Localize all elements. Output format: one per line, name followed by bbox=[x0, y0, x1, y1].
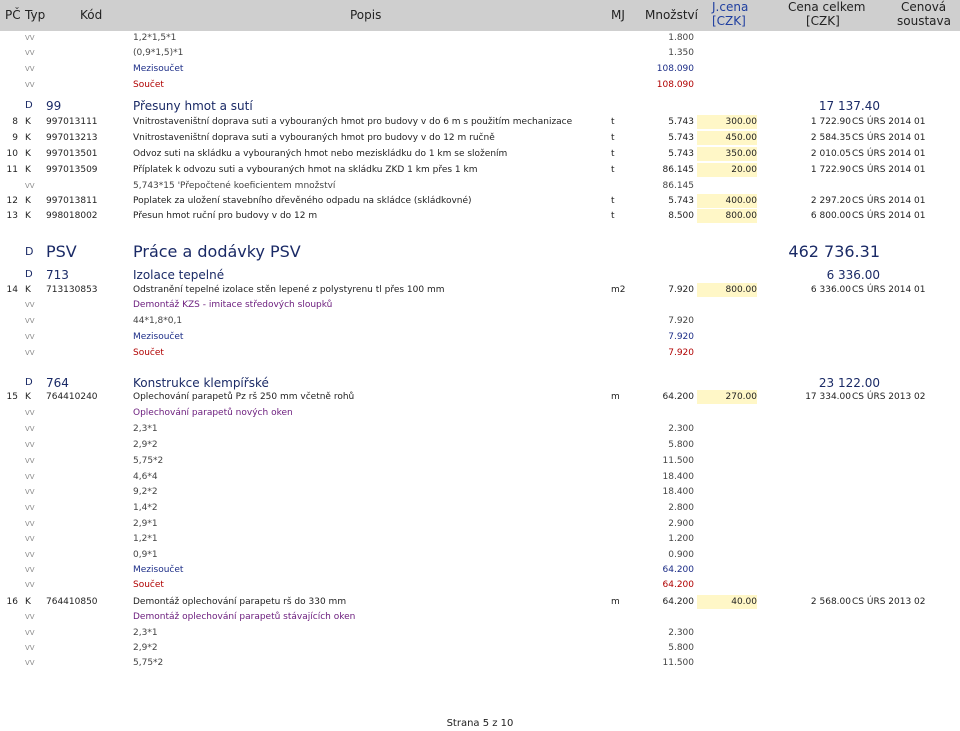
price-system: CS ÚRS 2014 01 bbox=[852, 196, 926, 206]
col-header-jcena: J.cena bbox=[712, 0, 749, 14]
measurement-row bbox=[0, 641, 960, 655]
item-description: Odvoz suti na skládku a vybouraných hmot nebo meziskládku do 1 km se složením bbox=[133, 149, 508, 159]
unit: t bbox=[611, 149, 615, 159]
unit: t bbox=[611, 196, 615, 206]
row-number: 8 bbox=[12, 117, 18, 127]
col-header-typ: Typ bbox=[25, 8, 46, 22]
unit: t bbox=[611, 211, 615, 221]
item-code: 998018002 bbox=[46, 211, 98, 221]
measurement-row bbox=[0, 46, 960, 60]
row-number: 16 bbox=[6, 597, 18, 607]
unit-price: 40.00 bbox=[697, 595, 757, 609]
measurement-text: 5,75*2 bbox=[133, 456, 164, 466]
item-code: 997013501 bbox=[46, 149, 98, 159]
measurement-text: 2,3*1 bbox=[133, 628, 158, 638]
row-type: VV bbox=[25, 551, 35, 559]
section-title: Konstrukce klempířské bbox=[133, 376, 269, 390]
measurement-row bbox=[0, 406, 960, 420]
item-description: Oplechování parapetů Pz rš 250 mm včetně rohů bbox=[133, 392, 355, 402]
item-description: Odstranění tepelné izolace stěn lepené z polystyrenu tl přes 100 mm bbox=[133, 285, 445, 295]
table-row bbox=[0, 115, 960, 129]
row-type: D bbox=[25, 269, 33, 280]
price-system: CS ÚRS 2013 02 bbox=[852, 392, 926, 402]
row-number: 10 bbox=[6, 149, 18, 159]
row-type: VV bbox=[25, 473, 35, 481]
measurement-row bbox=[0, 485, 960, 499]
total-price: 6 800.00 bbox=[810, 211, 851, 221]
row-type: K bbox=[25, 285, 31, 295]
measurement-value: 2.300 bbox=[668, 628, 694, 638]
col-header-soustava-2: soustava bbox=[897, 14, 951, 28]
row-type: VV bbox=[25, 409, 35, 417]
measurement-text: Mezisoučet bbox=[133, 64, 184, 74]
unit-price: 270.00 bbox=[697, 390, 757, 404]
quantity: 7.920 bbox=[668, 285, 694, 295]
measurement-text: 4,6*4 bbox=[133, 472, 158, 482]
measurement-value: 18.400 bbox=[662, 487, 694, 497]
table-row bbox=[0, 147, 960, 161]
row-type: VV bbox=[25, 629, 35, 637]
measurement-text: Oplechování parapetů nových oken bbox=[133, 408, 293, 418]
item-description: Příplatek k odvozu suti a vybouraných hmot na skládku ZKD 1 km přes 1 km bbox=[133, 165, 478, 175]
measurement-value: 1.350 bbox=[668, 48, 694, 58]
col-header-soustava: Cenová bbox=[901, 0, 947, 14]
total-price: 2 568.00 bbox=[810, 597, 851, 607]
total-price: 6 336.00 bbox=[810, 285, 851, 295]
measurement-text: Součet bbox=[133, 580, 164, 590]
measurement-text: 9,2*2 bbox=[133, 487, 158, 497]
measurement-value: 7.920 bbox=[668, 332, 694, 342]
measurement-text: Součet bbox=[133, 348, 164, 358]
measurement-value: 5.800 bbox=[668, 440, 694, 450]
price-system: CS ÚRS 2014 01 bbox=[852, 165, 926, 175]
row-type: K bbox=[25, 165, 31, 175]
measurement-text: 1,2*1 bbox=[133, 534, 158, 544]
unit: m bbox=[611, 597, 620, 607]
item-code: 713130853 bbox=[46, 285, 98, 295]
section-row bbox=[0, 241, 960, 263]
measurement-text: (0,9*1,5)*1 bbox=[133, 48, 184, 58]
total-price: 2 297.20 bbox=[810, 196, 851, 206]
unit-price: 20.00 bbox=[697, 163, 757, 177]
total-price: 1 722.90 bbox=[810, 165, 851, 175]
section-code: 764 bbox=[46, 376, 69, 390]
measurement-row bbox=[0, 626, 960, 640]
col-header-pc: PČ bbox=[5, 8, 21, 22]
row-type: K bbox=[25, 149, 31, 159]
measurement-text: 0,9*1 bbox=[133, 550, 158, 560]
total-price: 2 010.05 bbox=[810, 149, 851, 159]
measurement-text: 2,3*1 bbox=[133, 424, 158, 434]
col-header-kod: Kód bbox=[80, 8, 103, 22]
row-type: K bbox=[25, 117, 31, 127]
measurement-value: 5.800 bbox=[668, 643, 694, 653]
table-row bbox=[0, 194, 960, 208]
quantity: 64.200 bbox=[662, 392, 694, 402]
measurement-value: 11.500 bbox=[662, 658, 694, 668]
col-header-celkem-unit: [CZK] bbox=[806, 14, 840, 28]
measurement-row bbox=[0, 179, 960, 193]
col-header-celkem: Cena celkem bbox=[788, 0, 866, 14]
table-row bbox=[0, 209, 960, 223]
measurement-row bbox=[0, 470, 960, 484]
quantity: 5.743 bbox=[668, 133, 694, 143]
unit: m bbox=[611, 392, 620, 402]
unit-price: 300.00 bbox=[697, 115, 757, 129]
measurement-value: 11.500 bbox=[662, 456, 694, 466]
item-code: 997013213 bbox=[46, 133, 98, 143]
measurement-row bbox=[0, 517, 960, 531]
measurement-row bbox=[0, 346, 960, 360]
measurement-row bbox=[0, 298, 960, 312]
price-system: CS ÚRS 2014 01 bbox=[852, 285, 926, 295]
section-row bbox=[0, 266, 960, 284]
item-description: Demontáž oplechování parapetu rš do 330 mm bbox=[133, 597, 347, 607]
measurement-value: 7.920 bbox=[668, 316, 694, 326]
measurement-row bbox=[0, 78, 960, 92]
section-total: 6 336.00 bbox=[826, 268, 880, 282]
measurement-value: 64.200 bbox=[662, 580, 694, 590]
page-number: Strana 5 z 10 bbox=[446, 718, 514, 729]
row-number: 13 bbox=[6, 211, 18, 221]
row-type: VV bbox=[25, 425, 35, 433]
measurement-row bbox=[0, 330, 960, 344]
row-type: VV bbox=[25, 581, 35, 589]
price-system: CS ÚRS 2014 01 bbox=[852, 117, 926, 127]
unit-price: 800.00 bbox=[697, 209, 757, 223]
table-row bbox=[0, 390, 960, 404]
item-code: 764410850 bbox=[46, 597, 98, 607]
measurement-value: 64.200 bbox=[662, 565, 694, 575]
row-type: D bbox=[25, 377, 33, 388]
row-type: VV bbox=[25, 34, 35, 42]
total-price: 17 334.00 bbox=[805, 392, 851, 402]
row-type: K bbox=[25, 133, 31, 143]
measurement-text: Součet bbox=[133, 80, 164, 90]
unit: t bbox=[611, 165, 615, 175]
measurement-value: 0.900 bbox=[668, 550, 694, 560]
item-description: Přesun hmot ruční pro budovy v do 12 m bbox=[133, 211, 318, 221]
unit: t bbox=[611, 133, 615, 143]
item-code: 997013111 bbox=[46, 117, 98, 127]
unit-price: 400.00 bbox=[697, 194, 757, 208]
row-number: 14 bbox=[6, 285, 18, 295]
measurement-row bbox=[0, 501, 960, 515]
row-type: VV bbox=[25, 301, 35, 309]
measurement-row bbox=[0, 454, 960, 468]
measurement-row bbox=[0, 610, 960, 624]
measurement-row bbox=[0, 31, 960, 45]
measurement-text: Demontáž oplechování parapetů stávajících oken bbox=[133, 612, 356, 622]
measurement-row bbox=[0, 656, 960, 670]
table-row bbox=[0, 163, 960, 177]
quantity: 8.500 bbox=[668, 211, 694, 221]
measurement-value: 108.090 bbox=[656, 64, 694, 74]
section-total: 462 736.31 bbox=[788, 242, 880, 261]
measurement-row bbox=[0, 532, 960, 546]
price-system: CS ÚRS 2014 01 bbox=[852, 133, 926, 143]
row-type: K bbox=[25, 392, 31, 402]
measurement-row bbox=[0, 422, 960, 436]
measurement-value: 2.800 bbox=[668, 503, 694, 513]
unit-price: 800.00 bbox=[697, 283, 757, 297]
measurement-text: 2,9*1 bbox=[133, 519, 158, 529]
row-number: 11 bbox=[6, 165, 18, 175]
section-total: 17 137.40 bbox=[818, 99, 880, 113]
unit: t bbox=[611, 117, 615, 127]
row-type: VV bbox=[25, 333, 35, 341]
section-title: Práce a dodávky PSV bbox=[133, 242, 301, 261]
row-type: VV bbox=[25, 504, 35, 512]
total-price: 2 584.35 bbox=[810, 133, 851, 143]
row-type: D bbox=[25, 245, 34, 258]
table-row bbox=[0, 131, 960, 145]
quantity: 64.200 bbox=[662, 597, 694, 607]
price-system: CS ÚRS 2014 01 bbox=[852, 211, 926, 221]
measurement-text: 1,2*1,5*1 bbox=[133, 33, 177, 43]
item-code: 997013811 bbox=[46, 196, 98, 206]
col-header-mnozstvi: Množství bbox=[645, 8, 698, 22]
item-description: Vnitrostaveništní doprava suti a vybouraných hmot pro budovy v do 6 m s použitím mechanizace bbox=[133, 117, 573, 127]
row-type: VV bbox=[25, 488, 35, 496]
row-type: K bbox=[25, 196, 31, 206]
unit-price: 350.00 bbox=[697, 147, 757, 161]
section-code: 99 bbox=[46, 99, 62, 113]
row-number: 12 bbox=[6, 196, 18, 206]
measurement-row bbox=[0, 548, 960, 562]
measurement-value: 108.090 bbox=[656, 80, 694, 90]
row-type: VV bbox=[25, 81, 35, 89]
price-system: CS ÚRS 2014 01 bbox=[852, 149, 926, 159]
measurement-row bbox=[0, 563, 960, 577]
measurement-text: Mezisoučet bbox=[133, 332, 184, 342]
measurement-value: 1.200 bbox=[668, 534, 694, 544]
measurement-row bbox=[0, 62, 960, 76]
row-type: VV bbox=[25, 644, 35, 652]
quantity: 5.743 bbox=[668, 196, 694, 206]
row-type: VV bbox=[25, 659, 35, 667]
measurement-text: 2,9*2 bbox=[133, 643, 158, 653]
row-type: VV bbox=[25, 566, 35, 574]
col-header-popis: Popis bbox=[350, 8, 382, 22]
section-row bbox=[0, 97, 960, 115]
row-type: VV bbox=[25, 520, 35, 528]
quantity: 86.145 bbox=[662, 165, 694, 175]
col-header-mj: MJ bbox=[611, 8, 625, 22]
unit-price: 450.00 bbox=[697, 131, 757, 145]
row-type: VV bbox=[25, 613, 35, 621]
measurement-text: Demontáž KZS - imitace středových sloupků bbox=[133, 300, 333, 310]
measurement-value: 1.800 bbox=[668, 33, 694, 43]
table-row bbox=[0, 283, 960, 297]
measurement-text: 1,4*2 bbox=[133, 503, 158, 513]
section-title: Přesuny hmot a sutí bbox=[133, 99, 253, 113]
row-type: VV bbox=[25, 49, 35, 57]
row-type: K bbox=[25, 597, 31, 607]
section-code: 713 bbox=[46, 268, 69, 282]
section-title: Izolace tepelné bbox=[133, 268, 225, 282]
measurement-value: 18.400 bbox=[662, 472, 694, 482]
row-type: D bbox=[25, 100, 33, 111]
measurement-text: 2,9*2 bbox=[133, 440, 158, 450]
quantity: 5.743 bbox=[668, 149, 694, 159]
row-type: VV bbox=[25, 317, 35, 325]
item-description: Poplatek za uložení stavebního dřevěného odpadu na skládce (skládkovné) bbox=[133, 196, 472, 206]
row-type: VV bbox=[25, 457, 35, 465]
measurement-value: 86.145 bbox=[662, 181, 694, 191]
measurement-text: 44*1,8*0,1 bbox=[133, 316, 183, 326]
row-type: K bbox=[25, 211, 31, 221]
item-code: 997013509 bbox=[46, 165, 98, 175]
row-type: VV bbox=[25, 349, 35, 357]
total-price: 1 722.90 bbox=[810, 117, 851, 127]
unit: m2 bbox=[611, 285, 626, 295]
measurement-row bbox=[0, 314, 960, 328]
measurement-value: 7.920 bbox=[668, 348, 694, 358]
price-system: CS ÚRS 2013 02 bbox=[852, 597, 926, 607]
quantity: 5.743 bbox=[668, 117, 694, 127]
section-total: 23 122.00 bbox=[818, 376, 880, 390]
measurement-value: 2.900 bbox=[668, 519, 694, 529]
row-type: VV bbox=[25, 182, 35, 190]
row-type: VV bbox=[25, 535, 35, 543]
row-number: 15 bbox=[6, 392, 18, 402]
measurement-row bbox=[0, 438, 960, 452]
measurement-text: 5,743*15 'Přepočtené koeficientem množství bbox=[133, 181, 336, 191]
item-description: Vnitrostaveništní doprava suti a vybouraných hmot pro budovy v do 12 m ručně bbox=[133, 133, 495, 143]
measurement-row bbox=[0, 578, 960, 592]
measurement-text: 5,75*2 bbox=[133, 658, 164, 668]
measurement-value: 2.300 bbox=[668, 424, 694, 434]
col-header-jcena-unit: [CZK] bbox=[712, 14, 746, 28]
measurement-text: Mezisoučet bbox=[133, 565, 184, 575]
item-code: 764410240 bbox=[46, 392, 98, 402]
table-row bbox=[0, 595, 960, 609]
row-number: 9 bbox=[12, 133, 18, 143]
section-code: PSV bbox=[46, 242, 77, 261]
row-type: VV bbox=[25, 441, 35, 449]
row-type: VV bbox=[25, 65, 35, 73]
